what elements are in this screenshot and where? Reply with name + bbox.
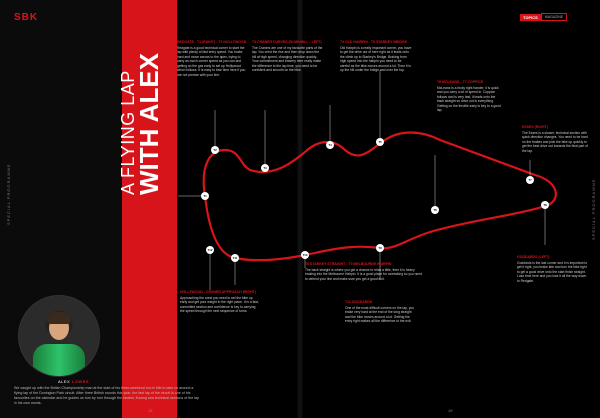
turn-marker-9: T9 xyxy=(376,244,384,252)
annotation-title: T11 GODDARDS xyxy=(345,300,373,304)
annotation-t11 xyxy=(345,300,417,324)
page-number-right: 19 xyxy=(448,408,453,413)
logo-part-b: K xyxy=(29,12,39,23)
headline-line2: WITH ALEX xyxy=(134,52,165,195)
annotation-body: McLeans is a tricky right hander, it is quick and you carry a lot of speed in. Coppice follows and is very fast, it leads onto the back straight so drive out is everything. Getting on the throttle early is key to a good lap. xyxy=(437,85,501,112)
section-label: TOPICS xyxy=(520,14,541,21)
page-number-left: 18 xyxy=(148,408,153,413)
turn-marker-5: T5 xyxy=(376,138,384,146)
annotation-t4 xyxy=(340,40,412,73)
turn-marker-10: T10 xyxy=(302,253,308,257)
annotation-body: The back straight is where you get a chance to relax a little, then it is heavy braking into the Melbourne Hairpin. It is a good place for overtaking so you need to defend your line and make sure you get a good exit. xyxy=(305,267,422,281)
annotation-body: Redgate is a good technical corner to start the lap with plenty of fast entry speed. You brake hard and move across to the apex, trying to carry as much corner speed as you can and getting on the gas early to set up Hollywood which follows. It is easy to lose time here if you are not precise with your line. xyxy=(177,45,246,77)
annotation-t8 xyxy=(522,125,590,153)
annotation-title: HOLLYWOOD - CRANER APPROACH (RIGHT) xyxy=(180,290,256,294)
turn-marker-6: T6 xyxy=(431,206,439,214)
annotation-title: T8 STARKEY STRAIGHT - T9 MELBOURNE HAIRPIN xyxy=(305,262,392,266)
turn-marker-4: T4 xyxy=(326,141,334,149)
annotation-body: Old Hairpin is a really important corner, you have to get the drive out of here right as it leads onto the climb up to Starkey's Bridge. Braking from high speed into the hairpin you need to be careful as the bike moves around a lot. Then it is up the hill under the bridge and over the top. xyxy=(340,45,412,72)
annotation-body: The Esses is a slower, technical section with quick direction changes. You need to be hard on the brakes and pick the bike up quickly to get the best drive out towards the final part of the lap. xyxy=(522,130,588,153)
side-label-right: SPECIAL PROGRAMME xyxy=(591,178,596,240)
annotation-body: Approaching the crest you need to set the bike up early and get your weight in the right place. It is a fast, committed section and confidence is key to carrying the speed through the next sequence of turns. xyxy=(180,295,259,313)
intro-text: We caught up with the British Championship man at the start of his three-weekend run-in title to take us around a flying lap of the Donington Park circuit. After three British rounds this year, the fast lap of the circuit is one of his favourites on the calendar and he guides us turn by turn through the fastest, flowing and technical sections of the lap in his own words. xyxy=(14,386,199,405)
logo-part-a: SB xyxy=(14,12,30,23)
annotation-t6 xyxy=(437,80,502,113)
turn-marker-7: T7 xyxy=(526,176,534,184)
annotation-title: REDGATE - T1 (RIGHT) - T2 HOLLYWOOD xyxy=(177,40,247,44)
annotation-t3 xyxy=(252,40,324,73)
annotation-t9 xyxy=(305,262,425,281)
annotation-body: One of the most difficult corners on the lap, you brake very hard at the end of the long straight and the bike moves around a lot. Getting the entry right makes all the difference to the exit. xyxy=(345,305,415,323)
side-label-left: SPECIAL PROGRAMME xyxy=(6,163,11,225)
turn-marker-1: T1 xyxy=(201,192,209,200)
annotation-title: ESSES (RIGHT) xyxy=(522,125,548,129)
issue-label: MAGAZINE xyxy=(541,13,567,21)
turn-marker-11: T11 xyxy=(232,256,238,260)
turn-marker-3: T3 xyxy=(261,164,269,172)
track-outline xyxy=(204,133,556,261)
annotation-title: T3 CRANER CURVES (DOWNHILL - LEFT) xyxy=(252,40,322,44)
rider-last-name: LOWES xyxy=(71,379,90,384)
annotation-t1 xyxy=(177,40,247,77)
annotation-title: GODDARDS (LEFT) xyxy=(517,255,550,259)
annotation-t12 xyxy=(180,290,260,314)
annotation-title: T6 MCLEANS - T7 COPPICE xyxy=(437,80,484,84)
annotation-t10 xyxy=(517,255,589,283)
annotation-body: Goddards is the last corner and it is important to get it right, you brake late and turn the bike tight to get a good drive onto the start finish straight. Lose time here and you lose it all the way down to Redgate. xyxy=(517,260,588,283)
annotation-body: The Craners are one of my favourite parts of the lap. You crest the rise and then drop down the hill at high speed, changing direction quickly. Your commitment and bravery here really make the difference to the lap time, you need to be confident and smooth on the bike. xyxy=(252,45,323,72)
rider-first-name: ALEX xyxy=(58,379,71,384)
turn-marker-8: T8 xyxy=(541,201,549,209)
headline-line1: A FLYING LAP xyxy=(118,70,138,195)
turn-marker-12: T12 xyxy=(207,248,213,252)
turn-marker-2: T2 xyxy=(211,146,219,154)
annotation-title: T4 OLD HAIRPIN - T5 STARKEY BRIDGE xyxy=(340,40,407,44)
